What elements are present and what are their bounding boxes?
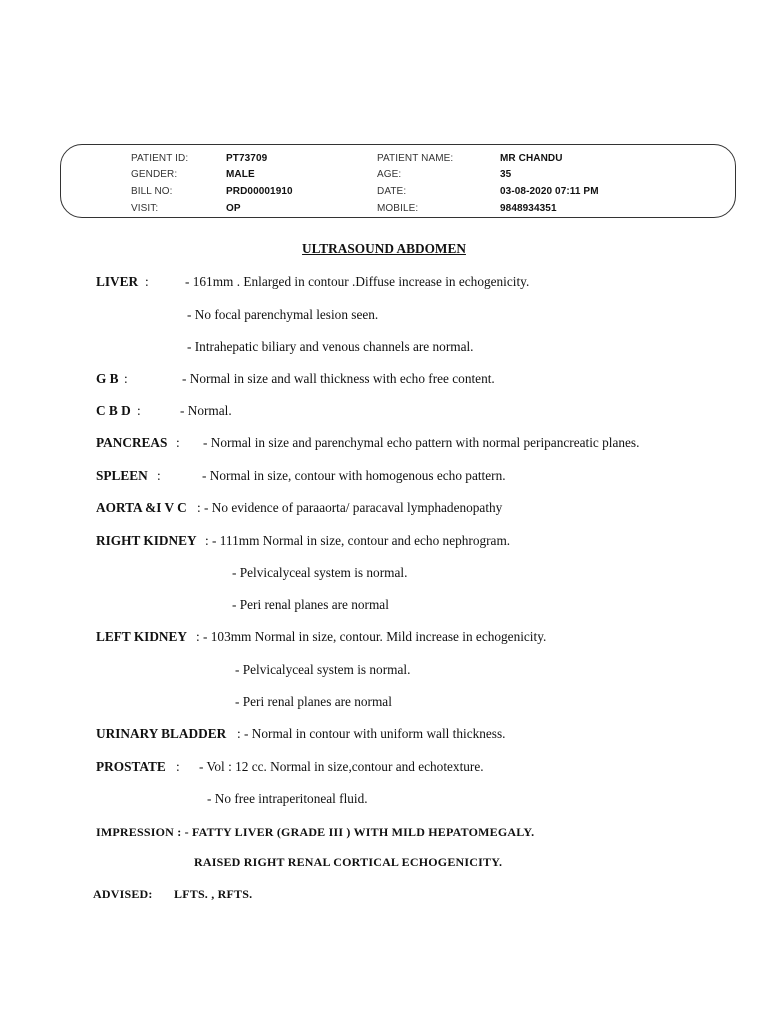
spleen-label: SPLEEN [96, 468, 148, 483]
pancreas-colon: : [176, 435, 180, 450]
right-kidney-label: RIGHT KIDNEY [96, 533, 197, 548]
liver-colon: : [145, 274, 149, 289]
prostate-label: PROSTATE [96, 759, 166, 774]
free-fluid-finding: - No free intraperitoneal fluid. [207, 791, 368, 806]
aorta-ivc-finding: : - No evidence of paraaorta/ paracaval lymphadenopathy [197, 500, 503, 515]
patient-name-value: MR CHANDU [500, 153, 563, 164]
prostate-finding: - Vol : 12 cc. Normal in size,contour and echotexture. [199, 759, 484, 774]
patient-id-label: PATIENT ID: [131, 153, 189, 164]
right-kidney-finding-2: - Pelvicalyceal system is normal. [232, 565, 408, 580]
cbd-label: C B D [96, 403, 131, 418]
right-kidney-finding-1: : - 111mm Normal in size, contour and echo nephrogram. [205, 533, 511, 548]
pancreas-label: PANCREAS [96, 435, 168, 450]
visit-label: VISIT: [131, 203, 159, 214]
date-label: DATE: [377, 186, 407, 197]
gb-label: G B [96, 371, 119, 386]
aorta-ivc-label: AORTA &I V C [96, 500, 187, 515]
gender-value: MALE [226, 169, 255, 180]
liver-finding-1: - 161mm . Enlarged in contour .Diffuse increase in echogenicity. [185, 274, 530, 289]
patient-id-value: PT73709 [226, 153, 268, 164]
pancreas-finding: - Normal in size and parenchymal echo pattern with normal peripancreatic planes. [203, 435, 640, 450]
left-kidney-finding-3: - Peri renal planes are normal [235, 694, 392, 709]
advised-tests: LFTS. , RFTS. [174, 887, 253, 901]
age-label: AGE: [377, 169, 402, 180]
patient-name-label: PATIENT NAME: [377, 153, 454, 164]
spleen-finding: - Normal in size, contour with homogenous echo pattern. [202, 468, 506, 483]
cbd-colon: : [137, 403, 141, 418]
liver-label: LIVER [96, 274, 139, 289]
mobile-value: 9848934351 [500, 203, 557, 214]
prostate-colon: : [176, 759, 180, 774]
advised-label: ADVISED: [93, 887, 153, 901]
report-title: ULTRASOUND ABDOMEN [302, 241, 466, 256]
urinary-bladder-finding: : - Normal in contour with uniform wall thickness. [237, 726, 506, 741]
gender-label: GENDER: [131, 169, 178, 180]
impression-line-2: RAISED RIGHT RENAL CORTICAL ECHOGENICITY. [194, 855, 503, 869]
date-value: 03-08-2020 07:11 PM [500, 186, 599, 197]
spleen-colon: : [157, 468, 161, 483]
left-kidney-label: LEFT KIDNEY [96, 629, 188, 644]
urinary-bladder-label: URINARY BLADDER [96, 726, 227, 741]
impression-line-1: IMPRESSION : - FATTY LIVER (GRADE III ) WITH MILD HEPATOMEGALY. [96, 825, 535, 839]
age-value: 35 [500, 169, 512, 180]
visit-value: OP [226, 203, 241, 214]
bill-no-label: BILL NO: [131, 186, 173, 197]
liver-finding-3: - Intrahepatic biliary and venous channels are normal. [187, 339, 474, 354]
mobile-label: MOBILE: [377, 203, 419, 214]
gb-finding: - Normal in size and wall thickness with echo free content. [182, 371, 495, 386]
cbd-finding: - Normal. [180, 403, 232, 418]
bill-no-value: PRD00001910 [226, 186, 293, 197]
right-kidney-finding-3: - Peri renal planes are normal [232, 597, 389, 612]
liver-finding-2: - No focal parenchymal lesion seen. [187, 307, 379, 322]
gb-colon: : [124, 371, 128, 386]
left-kidney-finding-2: - Pelvicalyceal system is normal. [235, 662, 411, 677]
left-kidney-finding-1: : - 103mm Normal in size, contour. Mild increase in echogenicity. [196, 629, 547, 644]
